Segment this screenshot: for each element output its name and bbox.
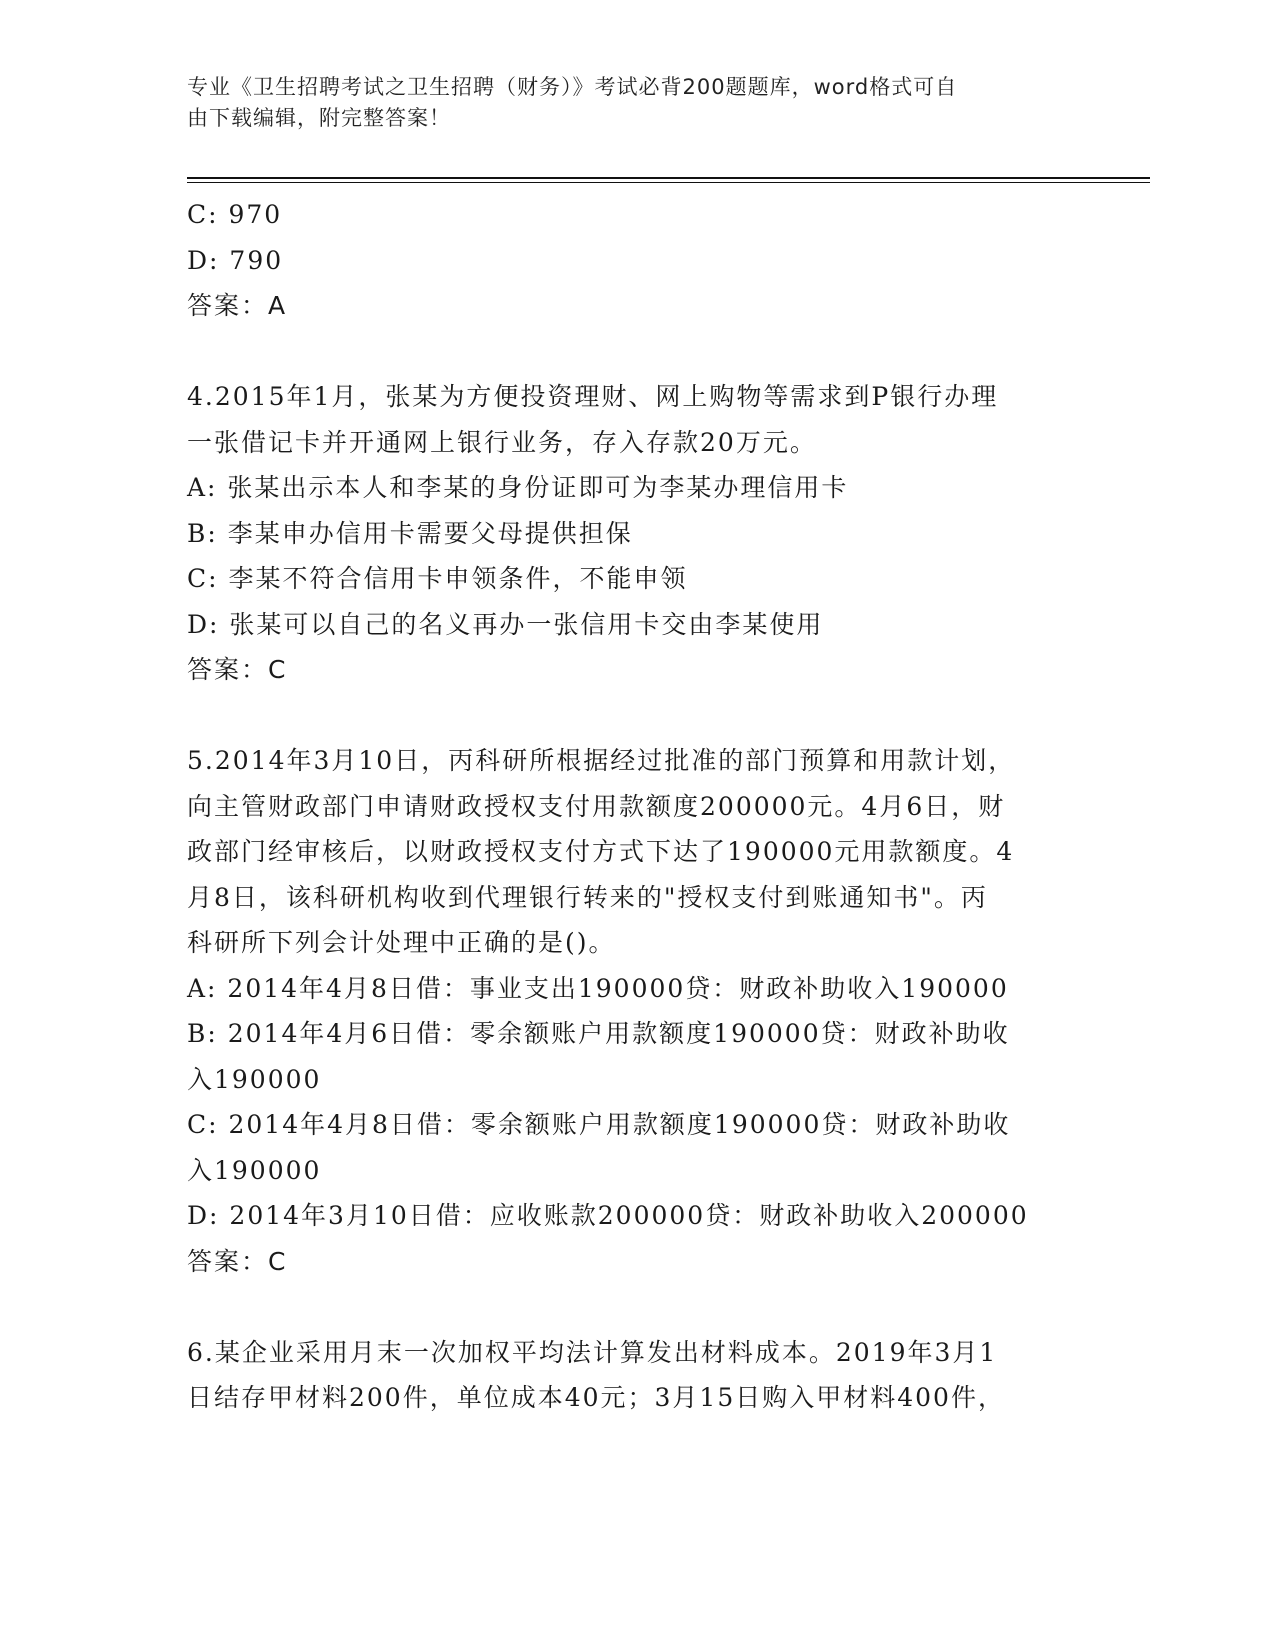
page-header xyxy=(187,72,1067,134)
option-d: D: 张某可以自己的名义再办一张信用卡交由李某使用 xyxy=(187,609,824,639)
option-c-continued: 入190000 xyxy=(187,1155,322,1185)
header-divider-thick xyxy=(187,177,1150,179)
header-divider-thin xyxy=(187,182,1150,183)
spacer xyxy=(187,693,1067,739)
document-body xyxy=(187,192,1067,1421)
option-a: A: 2014年4月8日借：事业支出190000贷：财政补助收入190000 xyxy=(187,973,1009,1003)
header-title-line-2: 由下载编辑，附完整答案！ xyxy=(187,106,451,130)
option-c: C: 2014年4月8日借：零余额账户用款额度190000贷：财政补助收 xyxy=(187,1110,1011,1139)
question-stem-line: 4.2015年1月，张某为方便投资理财、网上购物等需求到P银行办理 xyxy=(187,382,999,411)
option-c: C: 李某不符合信用卡申领条件，不能申领 xyxy=(187,564,688,593)
option-d: D: 790 xyxy=(187,245,284,275)
question-stem-line: 科研所下列会计处理中正确的是()。 xyxy=(187,928,616,957)
question-stem-line: 一张借记卡并开通网上银行业务，存入存款20万元。 xyxy=(187,427,817,457)
question-stem-line: 月8日，该科研机构收到代理银行转来的"授权支付到账通知书"。丙 xyxy=(187,882,988,912)
answer-line: 答案：C xyxy=(187,1246,288,1276)
option-a: A: 张某出示本人和李某的身份证即可为李某办理信用卡 xyxy=(187,473,849,502)
option-b: B: 李某申办信用卡需要父母提供担保 xyxy=(187,518,633,548)
answer-line: 答案：C xyxy=(187,655,288,684)
option-c: C: 970 xyxy=(187,200,283,229)
question-6 xyxy=(187,1330,1067,1421)
option-b-continued: 入190000 xyxy=(187,1064,322,1094)
question-stem-line: 6.某企业采用月末一次加权平均法计算发出材料成本。2019年3月1 xyxy=(187,1337,998,1367)
question-4 xyxy=(187,374,1067,693)
header-title-line-1: 专业《卫生招聘考试之卫生招聘（财务）》考试必背200题题库，word格式可自 xyxy=(187,75,958,99)
question-3 xyxy=(187,192,1067,329)
question-stem-line: 5.2014年3月10日，丙科研所根据经过批准的部门预算和用款计划， xyxy=(187,746,1016,775)
question-5 xyxy=(187,738,1067,1284)
option-b: B: 2014年4月6日借：零余额账户用款额度190000贷：财政补助收 xyxy=(187,1019,1010,1048)
answer-line: 答案：A xyxy=(187,291,288,320)
question-stem-line: 日结存甲材料200件，单位成本40元；3月15日购入甲材料400件， xyxy=(187,1383,1005,1412)
spacer xyxy=(187,1284,1067,1330)
spacer xyxy=(187,329,1067,375)
question-stem-line: 政部门经审核后，以财政授权支付方式下达了190000元用款额度。4 xyxy=(187,837,1015,866)
question-stem-line: 向主管财政部门申请财政授权支付用款额度200000元。4月6日，财 xyxy=(187,791,1006,821)
option-d: D: 2014年3月10日借：应收账款200000贷：财政补助收入200000 xyxy=(187,1201,1029,1230)
